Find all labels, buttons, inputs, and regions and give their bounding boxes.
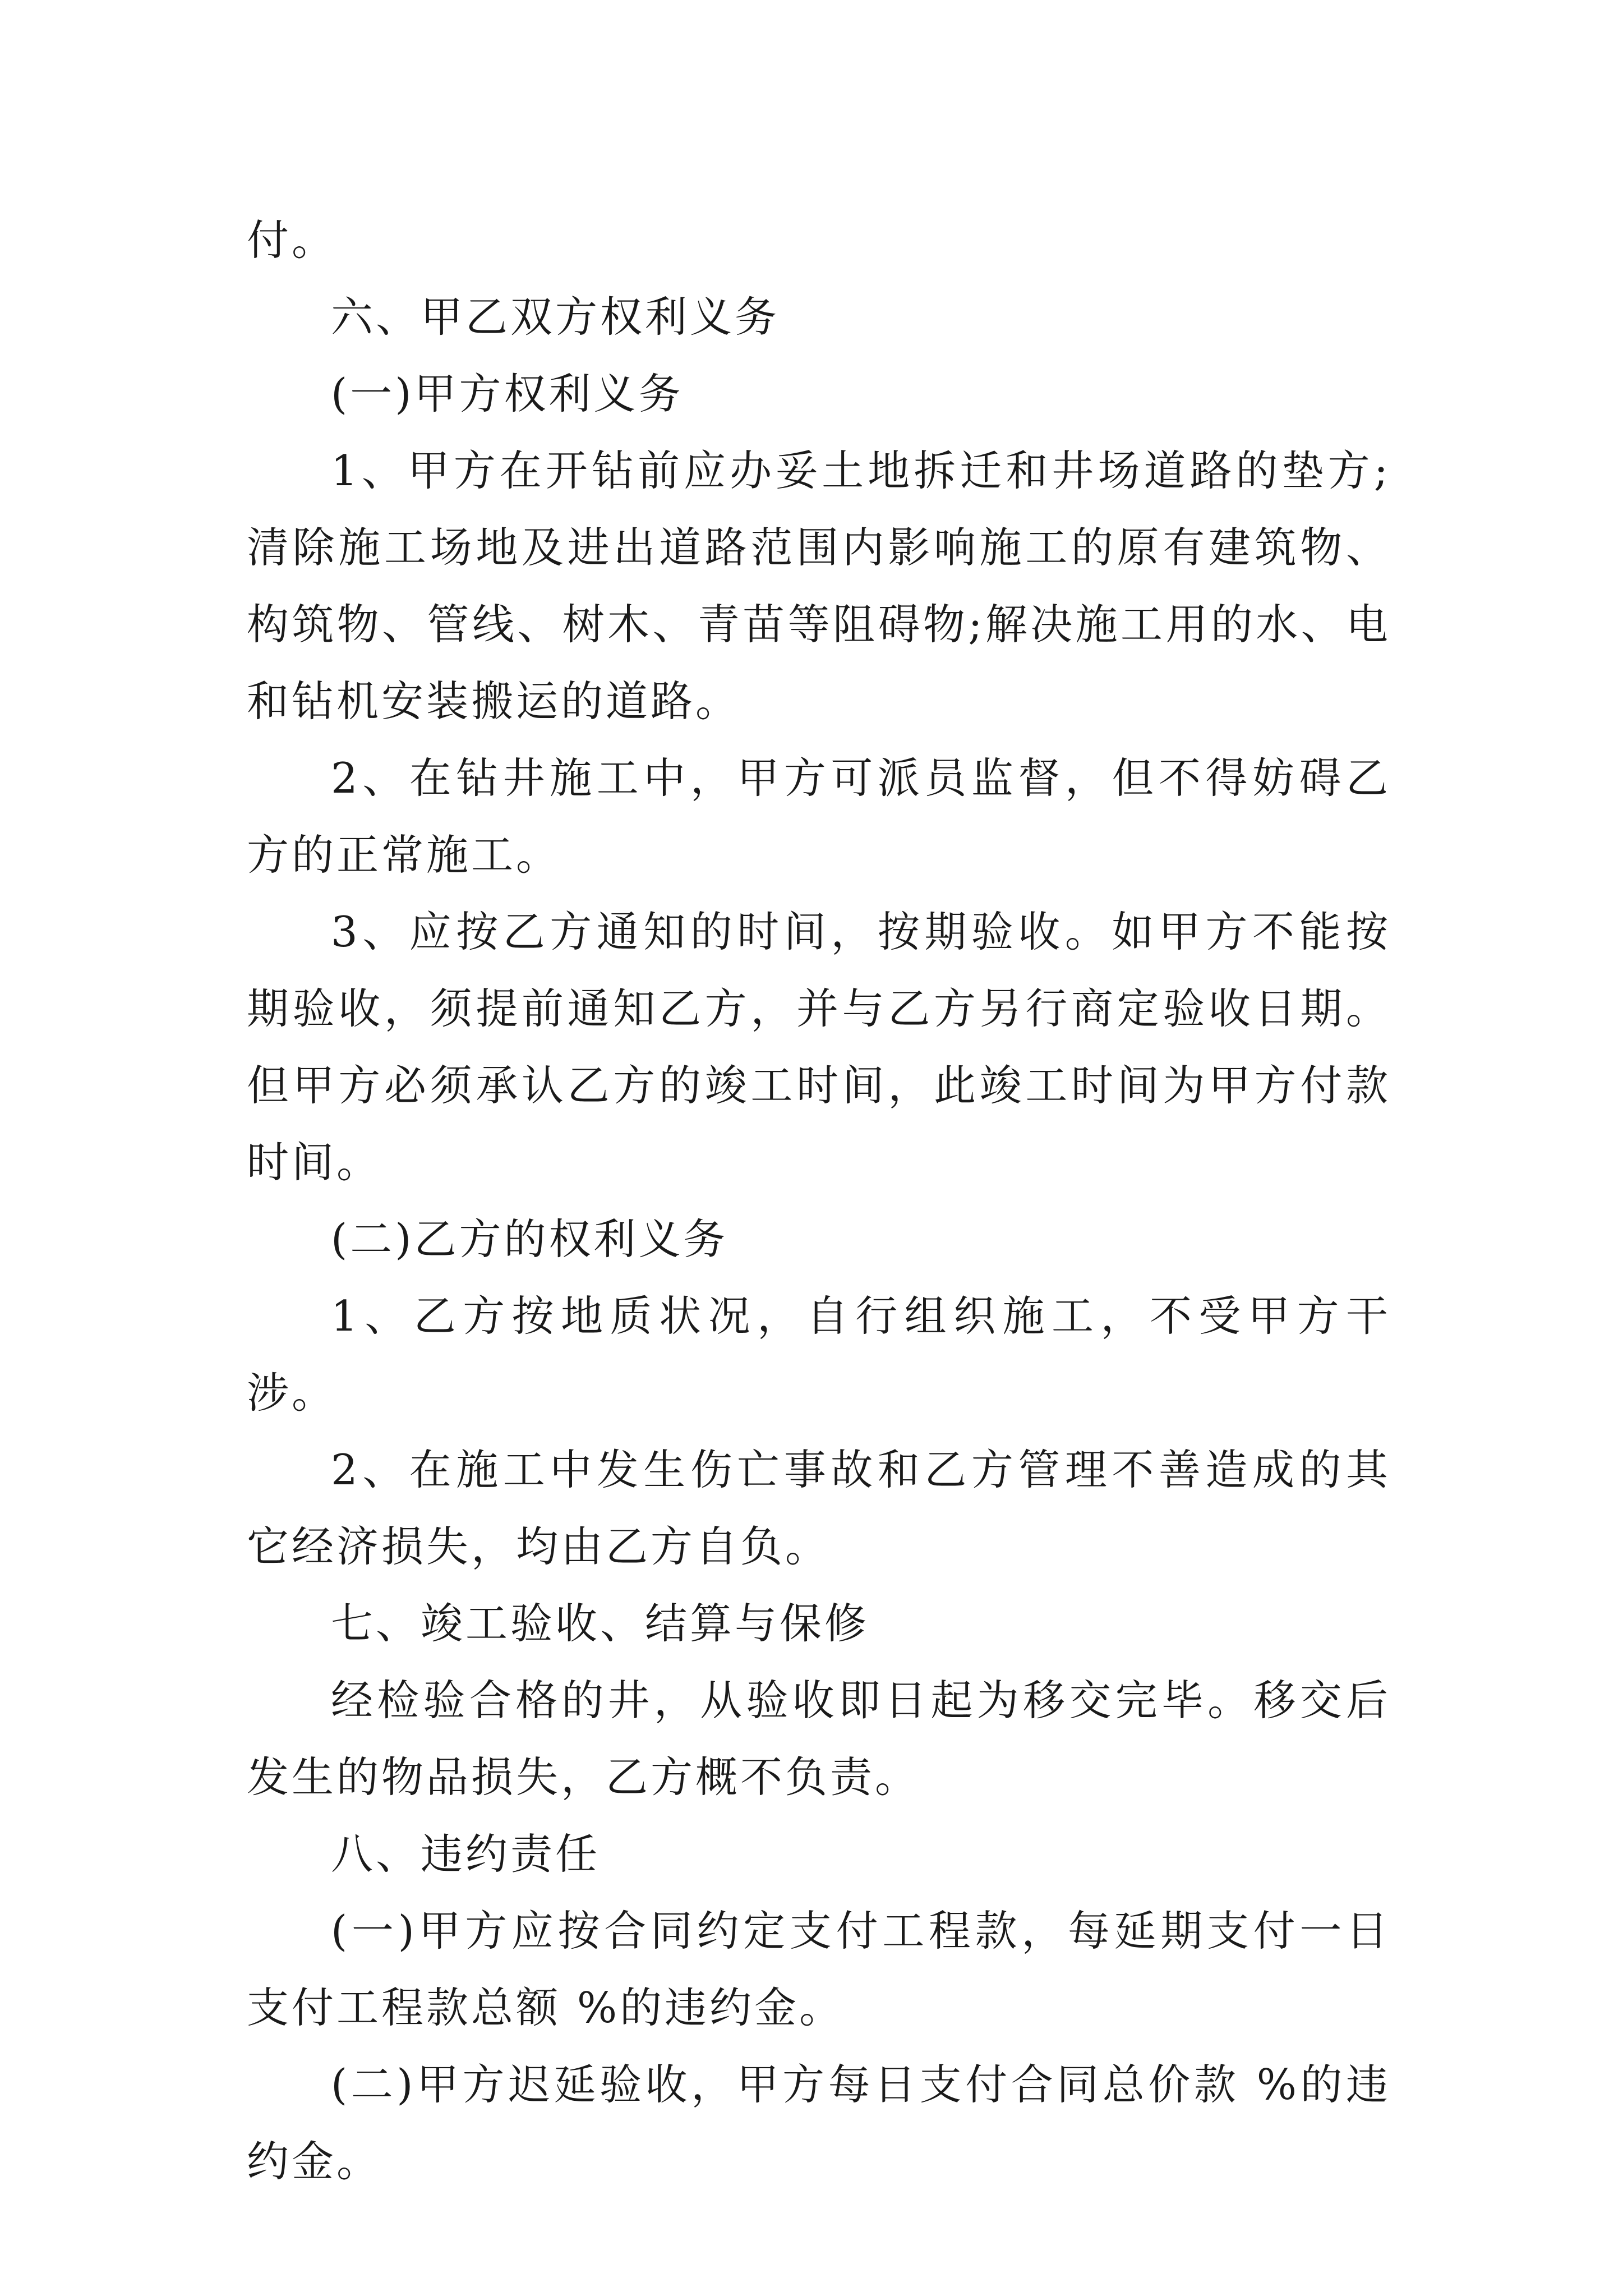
paragraph-party-b-item-1: 1、乙方按地质状况，自行组织施工，不受甲方干涉。 (247, 1291, 1391, 1418)
document-body (247, 202, 1391, 2200)
paragraph-party-a-item-3: 3、应按乙方通知的时间，按期验收。如甲方不能按期验收，须提前通知乙方，并与乙方另行商定验收日期。但甲方必须承认乙方的竣工时间，此竣工时间为甲方付款时间。 (247, 907, 1391, 1187)
paragraph-party-a-item-1: 1、甲方在开钻前应办妥土地拆迁和井场道路的垫方;清除施工场地及进出道路范围内影响施工的原有建筑物、构筑物、管线、树木、青苗等阻碍物;解决施工用的水、电和钻机安装搬运的道路。 (247, 446, 1391, 726)
paragraph-continuation: 付。 (247, 215, 337, 265)
section-heading-acceptance: 七、竣工验收、结算与保修 (331, 1599, 870, 1648)
paragraph-acceptance: 经检验合格的井，从验收即日起为移交完毕。移交后发生的物品损失，乙方概不负责。 (247, 1676, 1391, 1802)
paragraph-party-b-item-2: 2、在施工中发生伤亡事故和乙方管理不善造成的其它经济损失，均由乙方自负。 (247, 1445, 1391, 1571)
section-heading-rights-obligations: 六、甲乙双方权利义务 (331, 292, 780, 342)
subheading-party-b: (二)乙方的权利义务 (331, 1214, 728, 1264)
subheading-party-a: (一)甲方权利义务 (331, 369, 684, 418)
paragraph-party-a-item-2: 2、在钻井施工中，甲方可派员监督，但不得妨碍乙方的正常施工。 (247, 753, 1391, 880)
paragraph-liability-item-1: (一)甲方应按合同约定支付工程款，每延期支付一日支付工程款总额 %的违约金。 (247, 1906, 1391, 2032)
section-heading-liability: 八、违约责任 (331, 1829, 601, 1879)
paragraph-liability-item-2: (二)甲方迟延验收，甲方每日支付合同总价款 %的违约金。 (247, 2060, 1391, 2186)
